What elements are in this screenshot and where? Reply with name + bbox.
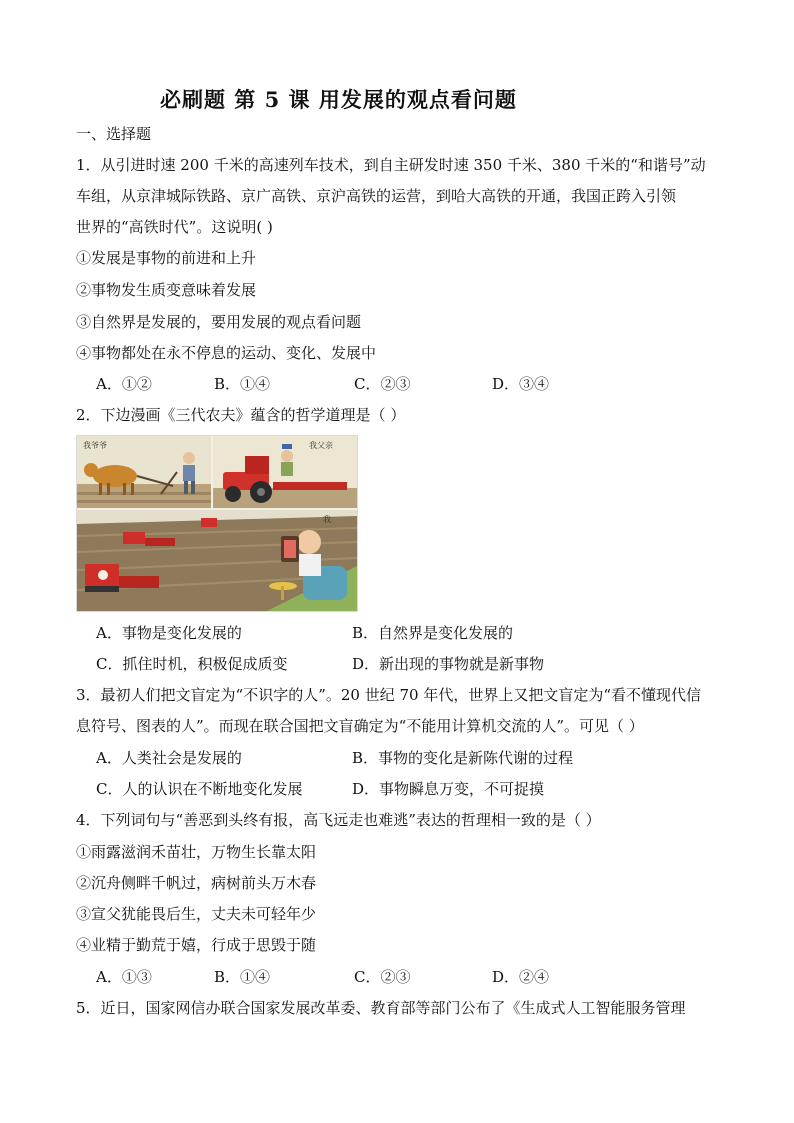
q1-stem-line-1: 1．从引进时速 200 千米的高速列车技术，到自主研发时速 350 千米、380 千米的“和谐号”动: [76, 156, 706, 174]
q1-stem-line-3: 世界的“高铁时代”。这说明( ): [76, 218, 273, 236]
q3-stem-line-2: 息符号、图表的人”。而现在联合国把文盲确定为“不能用计算机交流的人”。可见（ ）: [76, 717, 644, 735]
q1-item-2: ②事物发生质变意味着发展: [76, 281, 257, 299]
q3-option-a[interactable]: A．人类社会是发展的: [96, 749, 242, 767]
q1-item-4: ④事物都处在永不停息的运动、变化、发展中: [76, 344, 377, 362]
comic-label-father: 我父亲: [309, 441, 333, 450]
q1-option-b[interactable]: B．①④: [214, 375, 271, 393]
q1-item-1: ①发展是事物的前进和上升: [76, 249, 257, 267]
q3-option-b[interactable]: B．事物的变化是新陈代谢的过程: [352, 749, 574, 767]
q3-stem-line-1: 3．最初人们把文盲定为“不识字的人”。20 世纪 70 年代，世界上又把文盲定为“看不懂现代信: [76, 686, 702, 704]
q4-option-d[interactable]: D．②④: [492, 968, 550, 986]
q4-option-a[interactable]: A．①③: [96, 968, 152, 986]
q2-option-d[interactable]: D．新出现的事物就是新事物: [352, 655, 545, 673]
q4-option-b[interactable]: B．①④: [214, 968, 271, 986]
q4-stem: 4．下列词句与“善恶到头终有报，高飞远走也难逃”表达的哲理相一致的是（ ）: [76, 811, 601, 829]
page-title: 必刷题 第 5 课 用发展的观点看问题: [160, 87, 517, 112]
q2-option-a[interactable]: A．事物是变化发展的: [96, 624, 242, 642]
q4-option-c[interactable]: C．②③: [354, 968, 411, 986]
q4-item-4: ④业精于勤荒于嬉，行成于思毁于随: [76, 936, 317, 954]
q1-stem-line-2: 车组，从京津城际铁路、京广高铁、京沪高铁的运营，到哈大高铁的开通，我国正跨入引领: [76, 187, 677, 205]
q1-item-3: ③自然界是发展的，要用发展的观点看问题: [76, 313, 362, 331]
three-generations-farmer-comic: [76, 435, 358, 612]
section-heading: 一、选择题: [76, 125, 152, 143]
q1-option-d[interactable]: D．③④: [492, 375, 550, 393]
q4-item-3: ③宣父犹能畏后生，丈夫未可轻年少: [76, 905, 317, 923]
q3-option-c[interactable]: C．人的认识在不断地变化发展: [96, 780, 303, 798]
q4-item-1: ①雨露滋润禾苗壮，万物生长靠太阳: [76, 843, 317, 861]
q1-option-a[interactable]: A．①②: [96, 375, 152, 393]
q4-item-2: ②沉舟侧畔千帆过，病树前头万木春: [76, 874, 317, 892]
q2-option-c[interactable]: C．抓住时机，积极促成质变: [96, 655, 288, 673]
q2-stem: 2．下边漫画《三代农夫》蕴含的哲学道理是（ ）: [76, 406, 406, 424]
comic-illustration: [77, 436, 357, 611]
q2-option-b[interactable]: B．自然界是变化发展的: [352, 624, 514, 642]
comic-label-grandpa: 我爷爷: [83, 441, 107, 450]
q3-option-d[interactable]: D．事物瞬息万变，不可捉摸: [352, 780, 545, 798]
q1-option-c[interactable]: C．②③: [354, 375, 411, 393]
comic-label-me: 我: [323, 515, 331, 524]
q5-stem: 5．近日，国家网信办联合国家发展改革委、教育部等部门公布了《生成式人工智能服务管理: [76, 999, 686, 1017]
